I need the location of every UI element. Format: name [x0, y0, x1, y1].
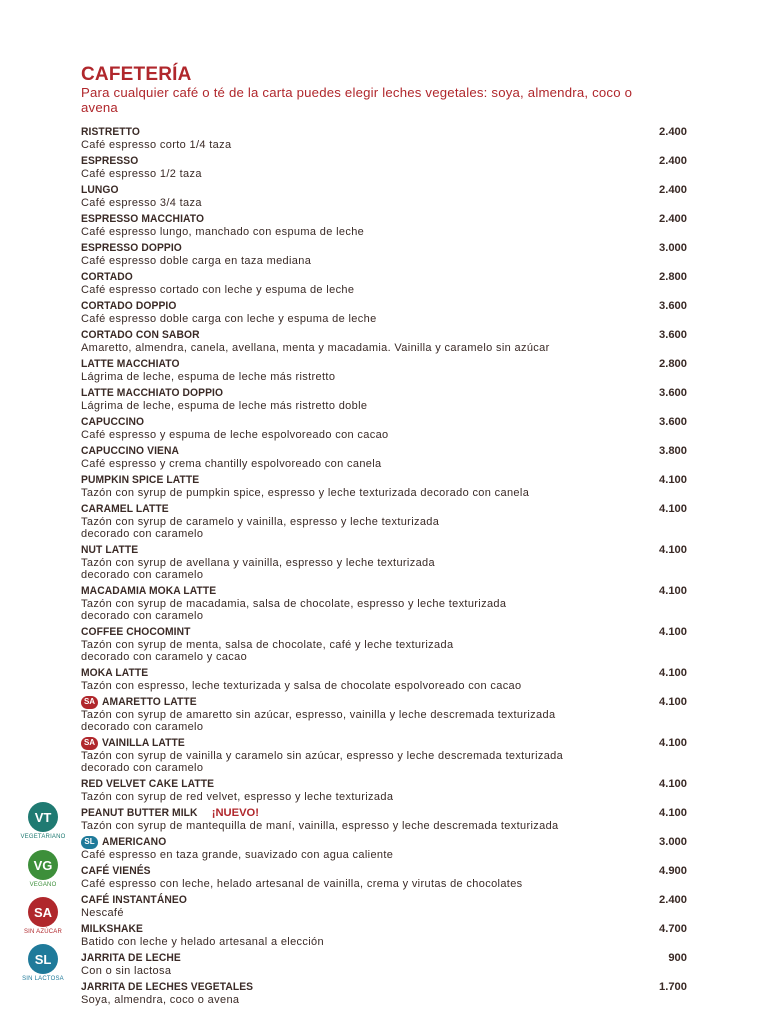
item-description: Café espresso cortado con leche y espuma de leche [81, 284, 355, 296]
menu-item [81, 444, 687, 470]
sl-badge-icon: SL [81, 836, 98, 849]
item-header [81, 357, 687, 371]
item-description: Café espresso 3/4 taza [81, 197, 202, 209]
legend-vg [20, 850, 66, 888]
subtitle: Para cualquier café o té de la carta puedes elegir leches vegetales: soya, almendra, coco o avena [81, 85, 633, 115]
item-price: 4.100 [659, 585, 687, 597]
item-header [81, 270, 687, 284]
item-description: Café espresso y espuma de leche espolvoreado con cacao [81, 429, 389, 441]
menu-item [81, 328, 687, 354]
item-price: 3.600 [659, 300, 687, 312]
sl-badge-icon: SL [28, 944, 58, 974]
item-header [81, 386, 687, 400]
item-header [81, 835, 687, 849]
item-name: VAINILLA LATTE [102, 737, 185, 749]
item-price: 2.400 [659, 155, 687, 167]
item-header [81, 666, 687, 680]
item-header [81, 951, 687, 965]
item-name: LATTE MACCHIATO DOPPIO [81, 387, 224, 399]
item-price: 4.100 [659, 778, 687, 790]
menu-item [81, 980, 687, 1006]
item-header [81, 241, 687, 255]
menu-item [81, 154, 687, 180]
item-name: CORTADO [81, 271, 133, 283]
item-description: Tazón con syrup de pumpkin spice, espresso y leche texturizada decorado con canela [81, 487, 530, 499]
item-price: 4.100 [659, 807, 687, 819]
item-price: 3.000 [659, 836, 687, 848]
menu-list [81, 125, 687, 1009]
item-header [81, 125, 687, 139]
menu-item [81, 212, 687, 238]
item-description: Tazón con syrup de menta, salsa de chocolate, café y leche texturizada [81, 639, 454, 651]
legend-caption: SIN LACTOSA [22, 976, 64, 982]
item-header [81, 444, 687, 458]
item-header [81, 893, 687, 907]
item-header [81, 299, 687, 313]
item-description: Tazón con syrup de red velvet, espresso y leche texturizada [81, 791, 394, 803]
item-description: Lágrima de leche, espuma de leche más ristretto doble [81, 400, 368, 412]
item-name: CORTADO DOPPIO [81, 300, 177, 312]
item-price: 4.100 [659, 626, 687, 638]
item-description: Tazón con syrup de amaretto sin azúcar, espresso, vainilla y leche descremada texturizada [81, 709, 556, 721]
item-price: 4.100 [659, 737, 687, 749]
item-price: 4.100 [659, 667, 687, 679]
item-description: decorado con caramelo [81, 610, 204, 622]
item-description: Tazón con syrup de caramelo y vainilla, espresso y leche texturizada [81, 516, 440, 528]
item-description: Tazón con syrup de avellana y vainilla, espresso y leche texturizada [81, 557, 435, 569]
item-name: RISTRETTO [81, 126, 140, 138]
menu-item [81, 241, 687, 267]
menu-item [81, 951, 687, 977]
item-name: AMERICANO [102, 836, 167, 848]
item-name: MACADAMIA MOKA LATTE [81, 585, 217, 597]
sa-badge-icon: SA [28, 897, 58, 927]
menu-item [81, 893, 687, 919]
menu-item [81, 415, 687, 441]
legend-caption: VEGETARIANO [20, 834, 66, 840]
item-description: decorado con caramelo [81, 762, 204, 774]
item-name: MILKSHAKE [81, 923, 144, 935]
menu-item [81, 357, 687, 383]
item-price: 2.400 [659, 894, 687, 906]
item-name: ESPRESSO MACCHIATO [81, 213, 205, 225]
menu-item [81, 777, 687, 803]
item-price: 3.600 [659, 416, 687, 428]
item-name: CARAMEL LATTE [81, 503, 169, 515]
item-price: 2.400 [659, 126, 687, 138]
item-description: Tazón con espresso, leche texturizada y salsa de chocolate espolvoreado con cacao [81, 680, 522, 692]
vg-badge-icon: VG [28, 850, 58, 880]
item-price: 1.700 [659, 981, 687, 993]
legend-caption: VEGANO [29, 882, 57, 888]
item-price: 900 [668, 952, 687, 964]
item-header [81, 922, 687, 936]
menu-item [81, 864, 687, 890]
new-tag: ¡NUEVO! [211, 807, 259, 819]
menu-item [81, 502, 687, 540]
item-description: Amaretto, almendra, canela, avellana, menta y macadamia. Vainilla y caramelo sin azúcar [81, 342, 550, 354]
item-description: Café espresso y crema chantilly espolvoreado con canela [81, 458, 382, 470]
item-description: Soya, almendra, coco o avena [81, 994, 240, 1006]
item-price: 3.000 [659, 242, 687, 254]
menu-item [81, 584, 687, 622]
item-price: 4.100 [659, 474, 687, 486]
menu-item [81, 835, 687, 861]
menu-item [81, 625, 687, 663]
item-name: AMARETTO LATTE [102, 696, 197, 708]
item-name: RED VELVET CAKE LATTE [81, 778, 215, 790]
item-name: ESPRESSO DOPPIO [81, 242, 182, 254]
item-name: NUT LATTE [81, 544, 139, 556]
item-description: Tazón con syrup de mantequilla de maní, vainilla, espresso y leche descremada texturizada [81, 820, 559, 832]
menu-item [81, 695, 687, 733]
item-description: decorado con caramelo [81, 569, 204, 581]
item-description: Café espresso con leche, helado artesanal de vainilla, crema y virutas de chocolates [81, 878, 523, 890]
menu-item [81, 125, 687, 151]
item-header [81, 777, 687, 791]
item-header [81, 584, 687, 598]
item-price: 4.100 [659, 503, 687, 515]
item-name: CORTADO CON SABOR [81, 329, 200, 341]
item-header [81, 695, 687, 709]
item-header [81, 864, 687, 878]
legend-sa [20, 897, 66, 935]
item-header [81, 183, 687, 197]
item-header [81, 154, 687, 168]
item-header [81, 806, 687, 820]
item-name: CAFÉ INSTANTÁNEO [81, 894, 187, 906]
item-name: LUNGO [81, 184, 119, 196]
item-header [81, 415, 687, 429]
item-name: COFFEE CHOCOMINT [81, 626, 191, 638]
item-header [81, 543, 687, 557]
item-description: Café espresso lungo, manchado con espuma de leche [81, 226, 365, 238]
item-description: Tazón con syrup de vainilla y caramelo sin azúcar, espresso y leche descremada texturizada [81, 750, 564, 762]
item-price: 2.400 [659, 213, 687, 225]
item-description: Batido con leche y helado artesanal a elección [81, 936, 324, 948]
item-price: 3.600 [659, 387, 687, 399]
menu-item [81, 922, 687, 948]
item-name: PUMPKIN SPICE LATTE [81, 474, 200, 486]
item-price: 2.800 [659, 271, 687, 283]
menu-item [81, 806, 687, 832]
item-header [81, 625, 687, 639]
menu-item [81, 736, 687, 774]
item-price: 2.800 [659, 358, 687, 370]
menu-item [81, 666, 687, 692]
sa-badge-icon: SA [81, 696, 98, 709]
item-name: ESPRESSO [81, 155, 139, 167]
item-header [81, 212, 687, 226]
menu-item [81, 386, 687, 412]
legend-caption: SIN AZÚCAR [23, 929, 62, 935]
menu-item [81, 183, 687, 209]
item-name: CAFÉ VIENÉS [81, 865, 151, 877]
item-price: 2.400 [659, 184, 687, 196]
legend-vt [20, 802, 66, 840]
item-header [81, 502, 687, 516]
sa-badge-icon: SA [81, 737, 98, 750]
item-name: PEANUT BUTTER MILK [81, 807, 198, 819]
menu-item [81, 543, 687, 581]
item-name: LATTE MACCHIATO [81, 358, 180, 370]
item-price: 3.600 [659, 329, 687, 341]
item-price: 4.100 [659, 544, 687, 556]
item-description: decorado con caramelo y cacao [81, 651, 248, 663]
menu-item [81, 473, 687, 499]
item-name: JARRITA DE LECHES VEGETALES [81, 981, 254, 993]
menu-item [81, 270, 687, 296]
item-description: Lágrima de leche, espuma de leche más ristretto [81, 371, 336, 383]
item-name: MOKA LATTE [81, 667, 149, 679]
item-description: Café espresso en taza grande, suavizado con agua caliente [81, 849, 394, 861]
item-description: Café espresso 1/2 taza [81, 168, 202, 180]
item-description: Café espresso corto 1/4 taza [81, 139, 232, 151]
item-description: Nescafé [81, 907, 124, 919]
menu-item [81, 299, 687, 325]
item-header [81, 473, 687, 487]
item-name: CAPUCCINO VIENA [81, 445, 180, 457]
item-description: Tazón con syrup de macadamia, salsa de chocolate, espresso y leche texturizada [81, 598, 507, 610]
item-description: decorado con caramelo [81, 721, 204, 733]
item-description: Con o sin lactosa [81, 965, 172, 977]
item-description: decorado con caramelo [81, 528, 204, 540]
item-price: 3.800 [659, 445, 687, 457]
item-header [81, 980, 687, 994]
item-price: 4.100 [659, 696, 687, 708]
item-description: Café espresso doble carga en taza mediana [81, 255, 312, 267]
vt-badge-icon: VT [28, 802, 58, 832]
item-price: 4.700 [659, 923, 687, 935]
item-header [81, 736, 687, 750]
item-price: 4.900 [659, 865, 687, 877]
page-title: CAFETERÍA [81, 64, 192, 85]
item-name: JARRITA DE LECHE [81, 952, 181, 964]
item-header [81, 328, 687, 342]
legend-sl [20, 944, 66, 982]
item-name: CAPUCCINO [81, 416, 145, 428]
item-description: Café espresso doble carga con leche y espuma de leche [81, 313, 377, 325]
